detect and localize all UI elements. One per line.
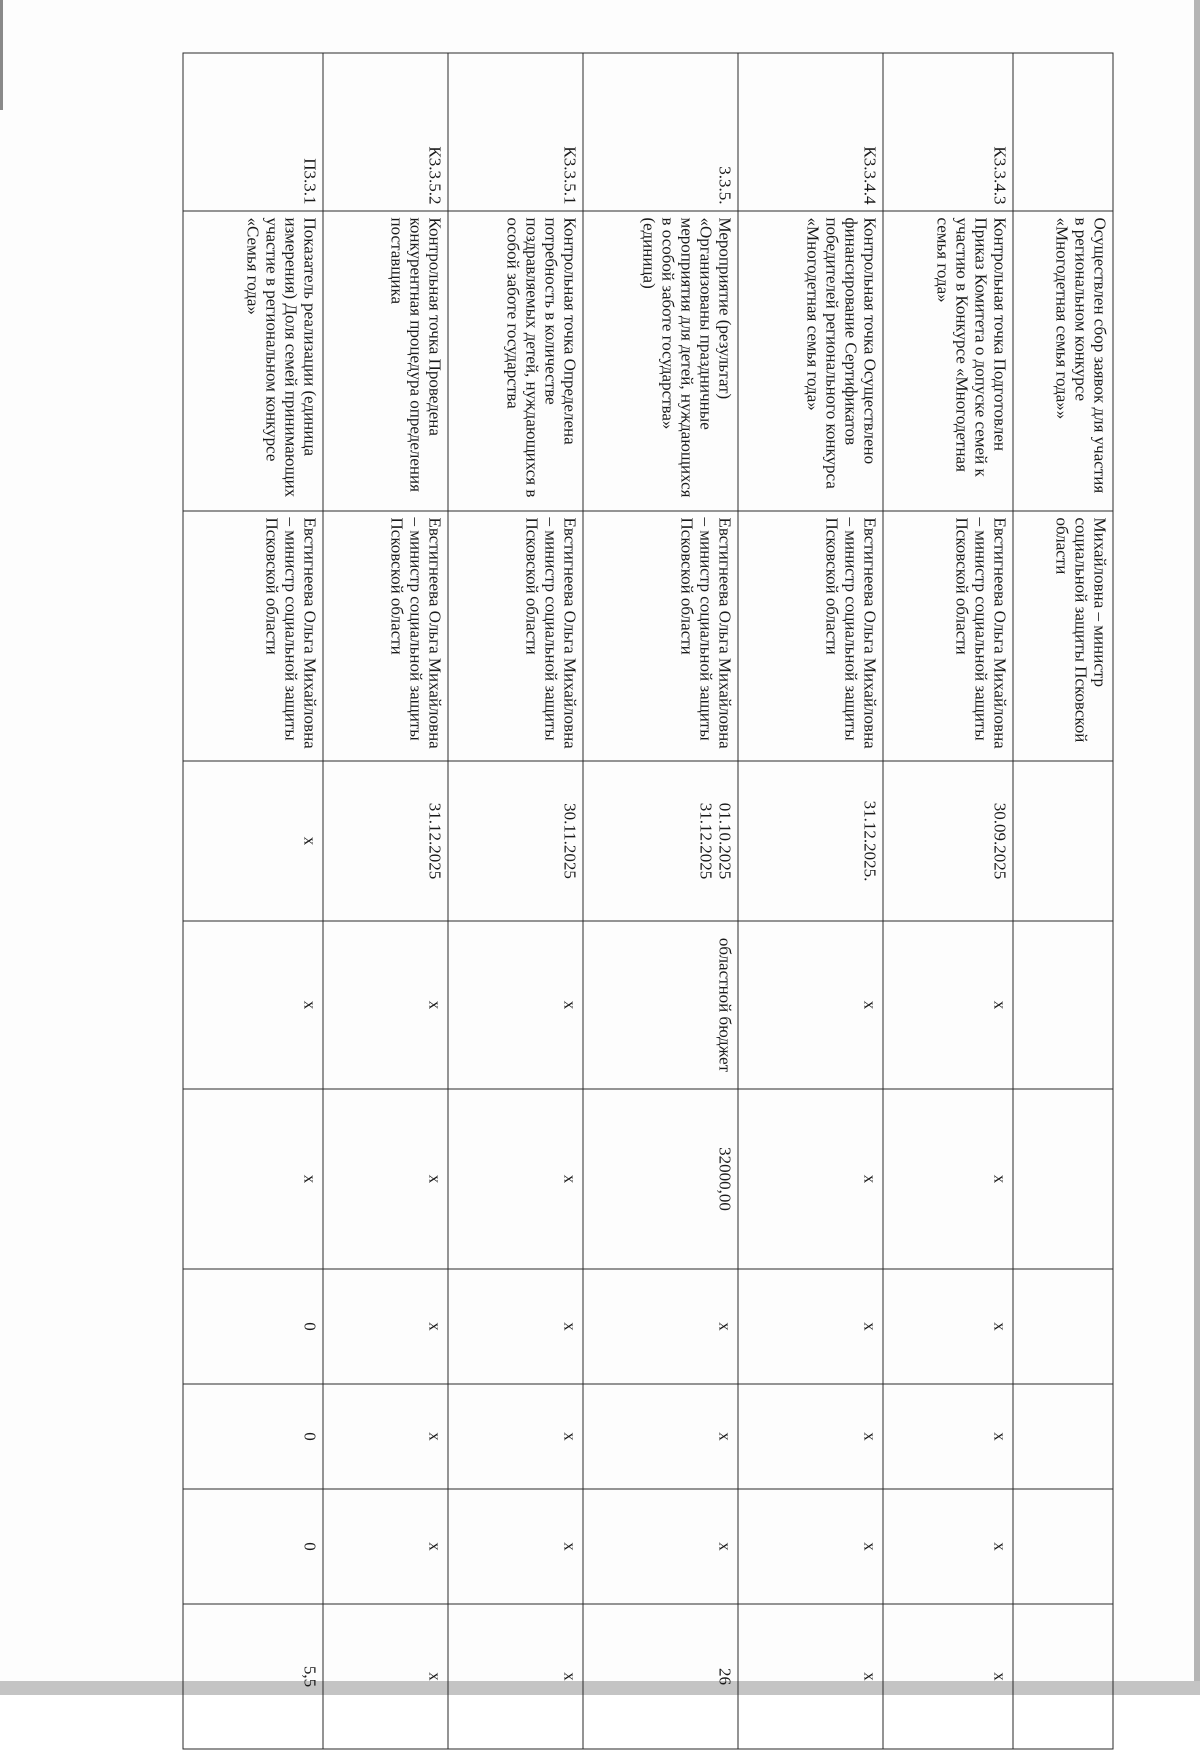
row-value-3: х — [583, 1489, 738, 1604]
plan-table — [182, 53, 1113, 1750]
row-description: Контрольная точка Подготовлен Приказ Комитета о допуске семей к участию в Конкурсе «Многодетная семья года» — [883, 211, 1013, 511]
row-funding-source: х — [448, 921, 583, 1089]
row-funding-source: х — [323, 921, 448, 1089]
row-description: Показатель реализации (единица измерения) Доля семей принимающих участие в региональном конкурсе «Семья года» — [183, 211, 323, 511]
row-value-4: х — [448, 1604, 583, 1749]
row-value-2: 0 — [183, 1384, 323, 1489]
table-row — [583, 53, 738, 1749]
row-responsible: Евстигнеева Ольга Михайловна – министр социальной защиты Псковской области — [448, 511, 583, 761]
row-date: 01.10.2025 31.12.2025 — [583, 761, 738, 921]
row-code — [1013, 53, 1113, 211]
row-value-2: х — [448, 1384, 583, 1489]
row-date — [1013, 761, 1113, 921]
row-code: К3.3.5.2 — [323, 53, 448, 211]
row-value-2: х — [738, 1384, 883, 1489]
row-value-2: х — [883, 1384, 1013, 1489]
row-responsible: Евстигнеева Ольга Михайловна – министр социальной защиты Псковской области — [583, 511, 738, 761]
row-amount: х — [323, 1089, 448, 1269]
row-date: х — [183, 761, 323, 921]
row-value-3: х — [738, 1489, 883, 1604]
row-responsible: Евстигнеева Ольга Михайловна – министр социальной защиты Псковской области — [883, 511, 1013, 761]
row-description: Осуществлен сбор заявок для участия в региональном конкурсе «Многодетная семья года»» — [1013, 211, 1113, 511]
row-code: П3.3.1 — [183, 53, 323, 211]
row-responsible: Евстигнеева Ольга Михайловна – министр социальной защиты Псковской области — [738, 511, 883, 761]
row-amount: 32000,00 — [583, 1089, 738, 1269]
row-responsible: Евстигнеева Ольга Михайловна – министр социальной защиты Псковской области — [323, 511, 448, 761]
row-date: 31.12.2025 — [323, 761, 448, 921]
row-value-3: 0 — [183, 1489, 323, 1604]
row-value-1: х — [738, 1269, 883, 1384]
row-funding-source: х — [738, 921, 883, 1089]
row-value-3: х — [448, 1489, 583, 1604]
row-value-1: х — [323, 1269, 448, 1384]
row-value-1: 0 — [183, 1269, 323, 1384]
row-value-4 — [1013, 1604, 1113, 1749]
row-value-4: х — [323, 1604, 448, 1749]
row-value-3 — [1013, 1489, 1113, 1604]
row-amount: х — [738, 1089, 883, 1269]
row-value-4: 5,5 — [183, 1604, 323, 1749]
scan-edge-mark — [0, 0, 3, 110]
table-row — [323, 53, 448, 1749]
row-value-2: х — [583, 1384, 738, 1489]
row-value-2 — [1013, 1384, 1113, 1489]
scan-edge-right — [1194, 0, 1200, 1695]
row-amount — [1013, 1089, 1113, 1269]
row-responsible: Михайловна – министр социальной защиты Псковской области — [1013, 511, 1113, 761]
row-value-3: х — [323, 1489, 448, 1604]
row-funding-source: областной бюджет — [583, 921, 738, 1089]
rotated-table-container — [183, 53, 1113, 1688]
table-row — [1013, 53, 1113, 1749]
row-amount: х — [448, 1089, 583, 1269]
row-value-1 — [1013, 1269, 1113, 1384]
table-row — [448, 53, 583, 1749]
row-value-1: х — [883, 1269, 1013, 1384]
row-amount: х — [183, 1089, 323, 1269]
row-code: К3.3.4.4 — [738, 53, 883, 211]
row-code: К3.3.4.3 — [883, 53, 1013, 211]
row-funding-source: х — [183, 921, 323, 1089]
row-description: Мероприятие (результат) «Организованы праздничные мероприятия для детей, нуждающихся в особой заботе государства» (единица) — [583, 211, 738, 511]
row-date: 30.11.2025 — [448, 761, 583, 921]
row-value-4: 26 — [583, 1604, 738, 1749]
row-value-1: х — [448, 1269, 583, 1384]
row-code: К3.3.5.1 — [448, 53, 583, 211]
row-date: 31.12.2025. — [738, 761, 883, 921]
row-description: Контрольная точка Определена потребность в количестве поздравляемых детей, нуждающихся в особой заботе государства — [448, 211, 583, 511]
row-responsible: Евстигнеева Ольга Михайловна – министр социальной защиты Псковской области — [183, 511, 323, 761]
row-funding-source: х — [883, 921, 1013, 1089]
row-description: Контрольная точка Осуществлено финансирование Сертификатов победителей регионального конкурса «Многодетная семья года» — [738, 211, 883, 511]
row-code: 3.3.5. — [583, 53, 738, 211]
row-value-3: х — [883, 1489, 1013, 1604]
row-value-4: х — [738, 1604, 883, 1749]
row-value-2: х — [323, 1384, 448, 1489]
table-row — [738, 53, 883, 1749]
table-row — [183, 53, 323, 1749]
row-funding-source — [1013, 921, 1113, 1089]
row-date: 30.09.2025 — [883, 761, 1013, 921]
row-value-4: х — [883, 1604, 1013, 1749]
table-row — [883, 53, 1013, 1749]
row-description: Контрольная точка Проведена конкурентная процедура определения поставщика — [323, 211, 448, 511]
row-value-1: х — [583, 1269, 738, 1384]
row-amount: х — [883, 1089, 1013, 1269]
